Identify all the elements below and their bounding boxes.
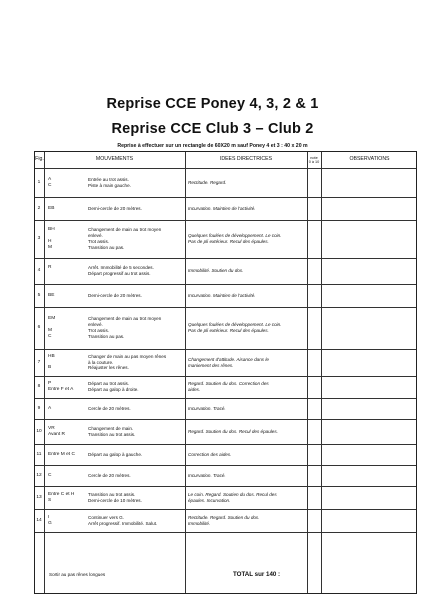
header-observations: OBSERVATIONS [349,156,390,163]
score-cell[interactable] [308,466,320,485]
header-note-line1: note [310,155,318,160]
directive-idea: Correction des aides. [188,451,232,457]
directive-idea: aides. [188,387,201,392]
movement-text: Départ progressif au trot assis. [88,271,151,276]
movement-text: Départ au galop à gauche. [88,451,143,457]
movement-letter: HB [48,353,55,359]
movement-text: Changer de main au pas moyen rênes [88,353,167,359]
directive-idea: Incurvation. Tracé. [188,405,226,411]
figure-number: 7 [37,359,41,365]
movement-letter: Avant R [48,431,65,437]
movement-letter: P [48,381,52,387]
figure-number: 14 [36,517,42,523]
movement-letter: G [48,520,52,526]
directive-idea: Changement d'attitude. Aisance dans le [188,356,269,362]
directive-idea: maniement des rênes. [188,362,234,368]
movement-text: Réajuster les rênes. [88,365,129,371]
figure-number: 4 [37,268,41,273]
movement-text: Cercle de 20 mètres. [88,405,131,411]
movement-text: Trot assis. [88,328,110,333]
observation-cell[interactable] [322,466,417,485]
score-cell[interactable] [308,169,320,196]
movement-text: Transition au trot assis. [88,431,136,437]
movement-letter: I [48,514,50,520]
score-cell[interactable] [308,445,320,464]
movement-text: Départ au trot assis. [88,381,130,387]
figure-number: 3 [37,236,41,241]
movement-text: Changement de main au trot moyen [88,227,162,233]
directive-idea: Immobilité. [188,520,211,526]
observation-cell[interactable] [322,221,417,257]
movement-letter: C [48,333,52,339]
observation-cell[interactable] [322,350,417,375]
score-cell[interactable] [308,221,320,257]
directive-idea: Pas de pli extérieur. Recul des épaules. [188,239,269,244]
movement-letter: BH [48,227,55,233]
figure-number: 8 [37,384,41,389]
directive-idea: Incurvation. Maintien de l'activité. [188,205,256,211]
movement-text: Demi-cercle de 10 mètres. [88,497,142,503]
observation-cell[interactable] [322,445,417,464]
header-note [307,152,321,168]
directive-idea: Incurvation. Tracé. [188,472,226,478]
movement-letter: EB [48,205,55,211]
movement-letter: H [48,239,52,244]
movement-text: Continuer vers G. [88,514,124,520]
movement-letter: C [48,472,52,478]
header-note-line2: 0 à 10 [308,160,320,164]
directive-idea: Quelques foulées de développement. Le coin. [188,322,282,327]
movement-text: enlevé. [88,233,103,239]
movement-text: Transition au pas. [88,244,125,250]
score-cell[interactable] [308,399,320,418]
movement-text: Trot assis. [88,239,110,244]
observation-cell[interactable] [322,487,417,508]
total-label: TOTAL sur 140 : [233,571,281,578]
movement-letter: C [48,182,52,188]
score-cell[interactable] [308,487,320,508]
directive-idea: Le coin. Regard. Soutien du dos. Recul des [188,491,277,497]
movement-letter: VR [48,425,55,431]
score-cell[interactable] [308,377,320,397]
figure-number: 5 [37,292,41,298]
score-cell[interactable] [308,510,320,531]
header-idees: IDEES DIRECTRICES [219,156,273,163]
figure-number: 10 [36,428,42,434]
movement-text: Départ au galop à droite. [88,387,139,392]
movement-text: Cercle de 20 mètres. [88,472,131,478]
figure-number: 6 [37,325,41,330]
observation-cell[interactable] [322,377,417,397]
observation-cell[interactable] [322,285,417,306]
score-cell[interactable] [308,420,320,443]
score-cell[interactable] [308,285,320,306]
movement-letter: M [48,244,52,250]
movement-text: Transition au pas. [88,333,125,339]
figure-number: 2 [37,205,41,211]
col-divider [185,152,186,593]
movement-letter: Entre F et A [48,387,74,392]
observation-cell[interactable] [322,169,417,196]
movement-letter: R [48,265,52,271]
movement-text: Entrée au trot assis. [88,176,129,182]
movement-text: Demi-cercle de 20 mètres. [88,292,142,298]
movement-text: à la couture. [88,359,114,365]
directive-idea: Regard. Soutien du dos. Correction des [188,381,269,386]
directive-idea: Quelques foulées de développement. Le coin. [188,233,282,238]
figure-number: 11 [36,451,42,457]
directive-idea: Pas de pli extérieur. Recul des épaules. [188,328,269,333]
figure-number: 9 [37,405,41,411]
movement-text: enlevé. [88,322,103,328]
score-cell[interactable] [308,308,320,348]
title-poney: Reprise CCE Poney 4, 3, 2 & 1 [106,96,319,112]
title-club: Reprise CCE Club 3 – Club 2 [111,121,314,137]
movement-letter: Entre C et H [48,491,75,497]
movement-letter: B [48,365,52,371]
movement-text: Demi-cercle de 20 mètres. [88,205,142,211]
scoring-table [34,151,417,594]
movement-letter: BE [48,292,55,298]
figure-number: 1 [37,179,41,185]
movement-letter: S [48,497,52,503]
header-fig: Fig. [35,156,44,163]
observation-cell[interactable] [322,308,417,348]
directive-idea: Rectitude. Regard. [188,179,227,185]
directive-idea: Incurvation. Maintien de l'activité. [188,292,256,298]
score-cell[interactable] [308,198,320,219]
directive-idea: épaules. Incurvation. [188,497,231,503]
directive-idea: Regard. Soutien du dos. Recul des épaules. [188,428,278,434]
figure-number: 13 [36,494,42,500]
directive-idea: Rectitude. Regard. Soutien du dos. [188,514,260,520]
directive-idea: Immobilité. Soutien du dos. [188,268,244,273]
figure-number: 12 [36,472,42,478]
exit-instruction: Sortir au pas rênes longues [49,572,106,577]
movement-letter: A [48,176,52,182]
subtitle-rectangle: Reprise à effectuer sur un rectangle de 60X20 m sauf Poney 4 et 3 : 40 x 20 m [117,143,308,149]
observation-cell[interactable] [322,399,417,418]
col-divider [44,152,45,593]
observation-cell[interactable] [322,420,417,443]
movement-text: Transition au trot assis. [88,491,136,497]
observation-cell[interactable] [322,510,417,531]
row-divider [35,532,416,533]
movement-text: Changement de main. [88,425,134,431]
observation-cell[interactable] [322,198,417,219]
movement-text: Arrêt. Immobilité de 5 secondes. [88,265,154,271]
score-cell[interactable] [308,350,320,375]
score-cell[interactable] [308,259,320,283]
movement-text: Piste à main gauche. [88,182,131,188]
movement-letter: Entre M et C [48,451,75,457]
observation-cell[interactable] [322,259,417,283]
header-mouvements: MOUVEMENTS [95,156,134,163]
movement-letter: A [48,405,52,411]
movement-text: Changement de main au trot moyen [88,316,162,322]
movement-letter: EM [48,316,56,322]
movement-text: Arrêt progressif. Immobilité. Salut. [88,520,158,526]
movement-letter: M [48,328,52,333]
